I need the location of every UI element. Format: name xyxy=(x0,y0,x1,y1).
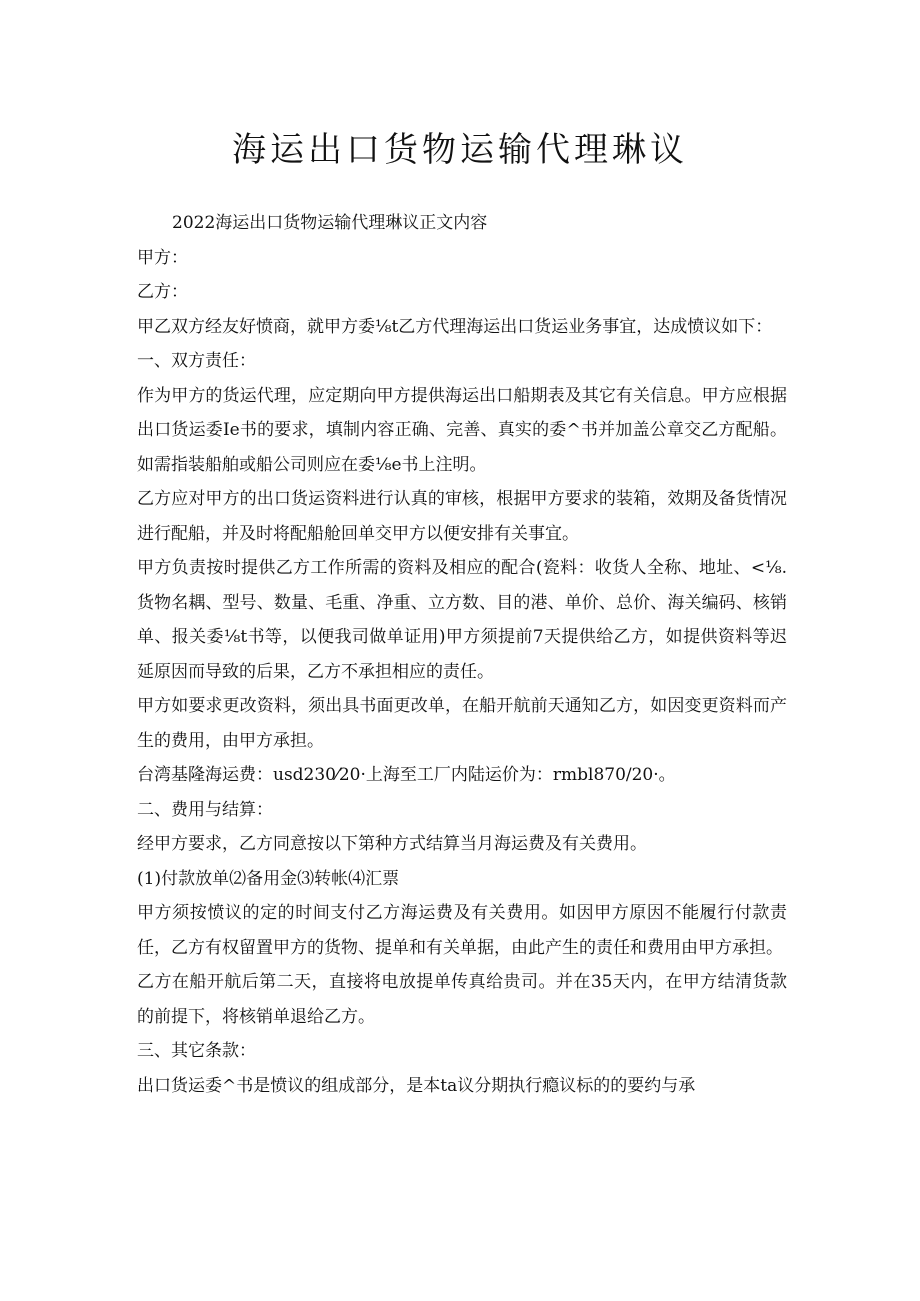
body-paragraph: 甲方须按愤议的定的时间支付乙方海运费及有关费用。如因甲方原因不能履行付款责任，乙方有权留置甲方的货物、提单和有关单据，由此产生的责任和费用由甲方承担。 xyxy=(137,903,787,958)
section-heading-fees: 二、费用与结算： xyxy=(137,799,273,820)
freight-rate-paragraph: 台湾基隆海运费：usd230⁄20·上海至工厂内陆运价为：rmbl870/20·。 xyxy=(137,765,676,785)
body-paragraph: 甲方如要求更改资料，须出具书面更改单，在船开航前天通知乙方，如因变更资料而产生的费用，由甲方承担。 xyxy=(137,696,787,751)
section-heading-responsibilities: 一、双方责任： xyxy=(137,351,256,371)
payment-options: (1)付款放单⑵备用金⑶转帐⑷汇票 xyxy=(137,868,400,889)
body-paragraph: 作为甲方的货运代理，应定期向甲方提供海运出口船期表及其它有关信息。甲方应根据出口货运委Ie书的要求，填制内容正确、完善、真实的委^书并加盖公章交乙方配船。如需指装船舶或船公司则应在委⅛e书上注明。 xyxy=(137,385,787,475)
body-paragraph: 甲方负责按时提供乙方工作所需的资料及相应的配合(瓷料：收货人全称、地址、<⅛.货物名耦、型号、数量、毛重、净重、立方数、目的港、单价、总价、海关编码、核销单、报关委⅛t书等，以便我司做单证用)甲方须提前7天提供给乙方，如提供资料等迟延原因而导致的后果，乙方不承担相应的责任。 xyxy=(137,558,787,682)
document-body xyxy=(137,206,787,1103)
party-b-label: 乙方： xyxy=(137,282,188,302)
party-a-label: 甲方： xyxy=(137,247,188,268)
body-paragraph: 出口货运委^书是愤议的组成部分，是本ta议分期执行瘾议标的的要约与承 xyxy=(137,1075,696,1096)
body-paragraph: 乙方在船开航后第二天，直接将电放提单传真给贵司。并在35天内，在甲方结清货款的前提下，将核销单退给乙方。 xyxy=(137,972,787,1027)
intro-paragraph: 甲乙双方经友好愤商，就甲方委⅛t乙方代理海运出口货运业务事宜，达成愤议如下： xyxy=(137,316,773,337)
section-heading-other-terms: 三、其它条款： xyxy=(137,1041,256,1061)
document-title: 海运出口货物运输代理琳议 xyxy=(232,130,688,170)
body-paragraph: 乙方应对甲方的出口货运资料进行认真的审核，根据甲方要求的装箱，效期及备货情况进行配船，并及时将配船舱回单交甲方以便安排有关事宜。 xyxy=(137,489,787,544)
subtitle-paragraph: 2022海运出口货物运输代理琳议正文内容 xyxy=(172,213,488,233)
body-paragraph: 经甲方要求，乙方同意按以下第种方式结算当月海运费及有关费用。 xyxy=(137,834,647,854)
